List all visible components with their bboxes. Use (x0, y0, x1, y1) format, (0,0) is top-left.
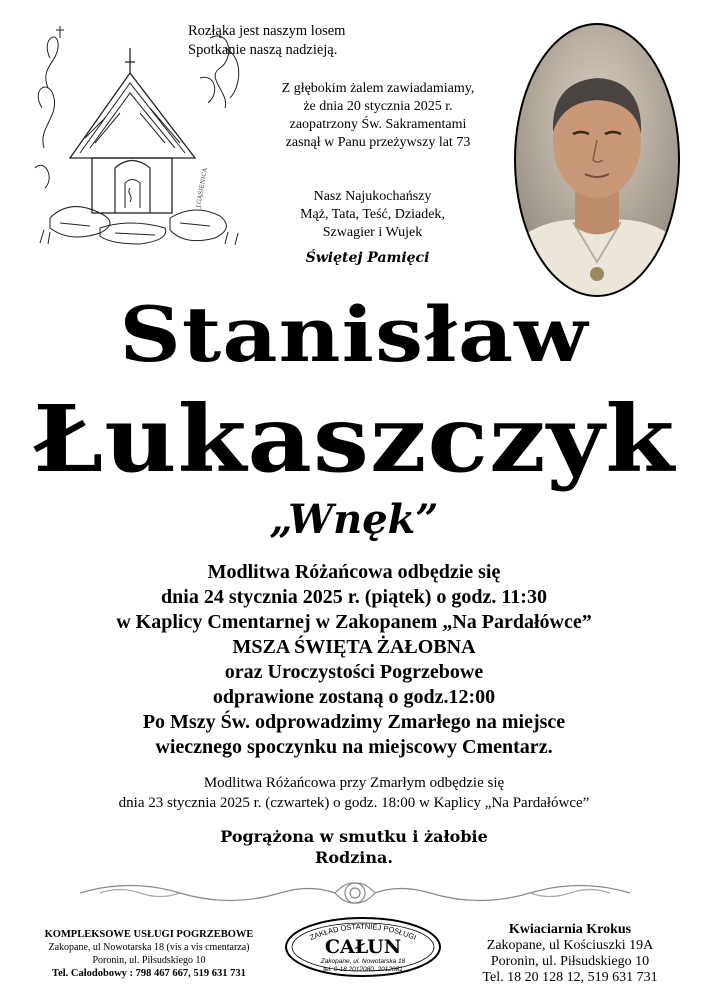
ornament-divider (70, 878, 640, 908)
florist-info (446, 922, 694, 986)
ceremony-line: wiecznego spoczynku na miejscowy Cmentarz. (155, 736, 553, 758)
roles-line: Nasz Najukochańszy (313, 189, 432, 204)
ceremony-line: Modlitwa Różańcowa odbędzie się (207, 561, 501, 583)
ceremony-details (20, 560, 688, 760)
funeral-services-title: KOMPLEKSOWE USŁUGI POGRZEBOWE (44, 929, 254, 940)
rosary-line: Modlitwa Różańcowa przy Zmarłym odbędzie się (203, 775, 505, 791)
funeral-services-address: Zakopane, ul Nowotarska 18 (vis a vis cmentarza) (48, 942, 250, 953)
mourners-line: Pogrążona w smutku i żałobie (220, 827, 488, 846)
announce-line: zasnął w Panu przeżywszy lat 73 (285, 135, 471, 150)
family-roles (240, 188, 505, 242)
ceremony-line: MSZA ŚWIĘTA ŻAŁOBNA (232, 636, 476, 658)
deceased-last-name: Łukaszczyk (32, 385, 676, 493)
memory-heading: Świętej Pamięci (305, 250, 430, 266)
ceremony-line: oraz Uroczystości Pogrzebowe (224, 661, 484, 683)
rosary-line: dnia 23 stycznia 2025 r. (czwartek) o godz. 18:00 w Kaplicy „Na Pardałówce” (118, 795, 590, 811)
announce-line: zaopatrzony Św. Sakramentami (289, 117, 467, 132)
deceased-first-name: Stanisław (119, 290, 589, 379)
death-announcement (238, 80, 518, 152)
motto-line: Spotkanie naszą nadzieją. (188, 42, 338, 58)
florist-phone: Tel. 18 20 128 12, 519 631 731 (482, 970, 658, 985)
rosary-note (30, 773, 678, 813)
logo-address: Zakopane, ul. Nowotarska 18 (320, 958, 406, 965)
roles-line: Mąż, Tata, Teść, Dziadek, (300, 207, 445, 222)
logo-top-text: ZAKŁAD OSTATNIEJ POSŁUGI (308, 921, 418, 943)
ceremony-line: w Kaplicy Cmentarnej w Zakopanem „Na Pardałówce” (116, 611, 592, 633)
funeral-services-address: Poronin, ul. Piłsudskiego 10 (92, 955, 206, 966)
portrait-photo (513, 22, 681, 298)
motto-line: Rozłąka jest naszym losem (188, 23, 346, 39)
roles-line: Szwagier i Wujek (322, 225, 423, 240)
deceased-nickname: „Wnęk” (269, 496, 439, 543)
svg-text:J.GĄSIENICA: J.GĄSIENICA (195, 167, 209, 209)
mourners-line: Rodzina. (315, 848, 393, 867)
ceremony-line: Po Mszy Św. odprowadzimy Zmarłego na miejsce (142, 711, 566, 733)
florist-address: Zakopane, ul Kościuszki 19A (486, 938, 654, 953)
announce-line: że dnia 20 stycznia 2025 r. (303, 99, 453, 114)
florist-address: Poronin, ul. Piłsudskiego 10 (490, 954, 650, 969)
announce-line: Z głębokim żalem zawiadamiamy, (281, 81, 475, 96)
logo-phone: tel. 0-18 2012080, 2012081 (323, 966, 403, 973)
funeral-services-phone: Tel. Całodobowy : 798 467 667, 519 631 731 (52, 968, 246, 979)
logo-name: CAŁUN (324, 936, 402, 958)
florist-name: Kwiaciarnia Krokus (508, 922, 632, 937)
ceremony-line: dnia 24 stycznia 2025 r. (piątek) o godz. 11:30 (161, 586, 547, 608)
chapel-drawing (30, 18, 255, 250)
funeral-services-info (14, 928, 284, 980)
calun-logo (283, 916, 443, 978)
mourners (0, 826, 708, 868)
ceremony-line: odprawione zostaną o godz.12:00 (212, 686, 496, 708)
